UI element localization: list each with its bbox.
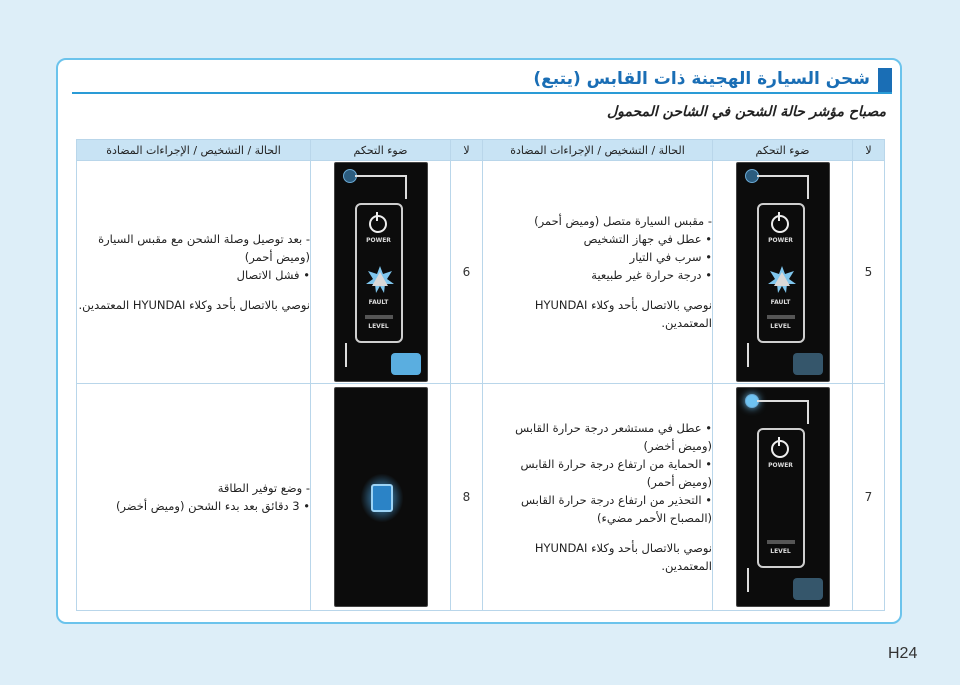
charger-power-saving-icon [334, 387, 428, 607]
status-line: • عطل في جهاز التشخيص [583, 232, 712, 246]
col-header-indicator: ضوء التحكم [713, 140, 853, 161]
row-number: 5 [853, 161, 885, 384]
power-icon [771, 440, 789, 458]
charger-body [355, 203, 403, 343]
status-line: نوصي بالاتصال بأحد وكلاء HYUNDAI [534, 298, 712, 312]
car-icon [793, 353, 823, 375]
page-title: شحن السيارة الهجينة ذات القابس (يتبع) [533, 69, 870, 89]
status-line: (وميض أخضر) [643, 439, 712, 453]
status-line: - وضع توفير الطاقة [217, 481, 310, 495]
level-label: LEVEL [368, 323, 389, 330]
col-header-no: لا [853, 140, 885, 161]
power-label: POWER [366, 237, 391, 244]
col-header-status: الحالة / التشخيص / الإجراءات المضادة [77, 140, 311, 161]
status-line: (وميض أحمر) [646, 475, 712, 489]
status-line: • 3 دقائق بعد بدء الشحن (وميض أخضر) [115, 499, 310, 513]
row-number: 8 [451, 384, 483, 611]
status-line: • فشل الاتصال [236, 268, 310, 282]
charger-body [757, 203, 805, 343]
level-indicator [767, 540, 795, 544]
charger-body [757, 428, 805, 568]
row-number: 6 [451, 161, 483, 384]
table-header-row [77, 140, 885, 161]
page-number: H24 [888, 645, 918, 662]
spacer [483, 527, 712, 539]
level-indicator [365, 315, 393, 319]
table-row [77, 161, 885, 384]
col-header-no: لا [451, 140, 483, 161]
status-line: • عطل في مستشعر درجة حرارة القابس [515, 421, 712, 435]
table-row [77, 384, 885, 611]
battery-glow-icon [371, 484, 393, 512]
status-line: • التحذير من ارتفاع درجة حرارة القابس [521, 493, 712, 507]
charger-fault-car-glow-icon [334, 162, 428, 382]
col-header-status: الحالة / التشخيص / الإجراءات المضادة [483, 140, 713, 161]
status-line: المعتمدين. [661, 316, 712, 330]
power-label: POWER [768, 462, 793, 469]
status-line: • درجة حرارة غير طبيعية [591, 268, 712, 282]
power-icon [369, 215, 387, 233]
level-indicator [767, 315, 795, 319]
status-description [77, 384, 311, 611]
fault-warning-icon [767, 265, 797, 295]
car-icon [793, 578, 823, 600]
status-description [77, 161, 311, 384]
car-glow-icon [391, 353, 421, 375]
col-header-indicator: ضوء التحكم [311, 140, 451, 161]
charger-fault-car-icon [736, 162, 830, 382]
status-line: نوصي بالاتصال بأحد وكلاء HYUNDAI [534, 541, 712, 555]
spacer [77, 284, 310, 296]
indicator-table [76, 139, 885, 611]
status-description [483, 161, 713, 384]
status-line: • سرب في التيار [629, 250, 712, 264]
spacer [483, 284, 712, 296]
status-line: • الحماية من ارتفاع درجة حرارة القابس [520, 457, 712, 471]
fault-label: FAULT [368, 299, 389, 306]
power-icon [771, 215, 789, 233]
status-description [483, 384, 713, 611]
section-subtitle: مصباح مؤشر حالة الشحن في الشاحن المحمول [607, 104, 886, 120]
power-label: POWER [768, 237, 793, 244]
status-line: (المصباح الأحمر مضيء) [597, 511, 712, 525]
status-line: - مقبس السيارة متصل (وميض أحمر) [534, 214, 712, 228]
title-bar [72, 66, 892, 94]
level-label: LEVEL [770, 548, 791, 555]
level-label: LEVEL [770, 323, 791, 330]
fault-label: FAULT [770, 299, 791, 306]
row-number: 7 [853, 384, 885, 611]
status-line: نوصي بالاتصال بأحد وكلاء HYUNDAI المعتمدين. [78, 298, 310, 312]
charger-plug-glow-icon [736, 387, 830, 607]
fault-warning-icon [365, 265, 395, 295]
status-line: (وميض أحمر) [244, 250, 310, 264]
status-line: - بعد توصيل وصلة الشحن مع مقبس السيارة [98, 232, 310, 246]
status-line: المعتمدين. [661, 559, 712, 573]
title-accent-block [878, 68, 892, 92]
